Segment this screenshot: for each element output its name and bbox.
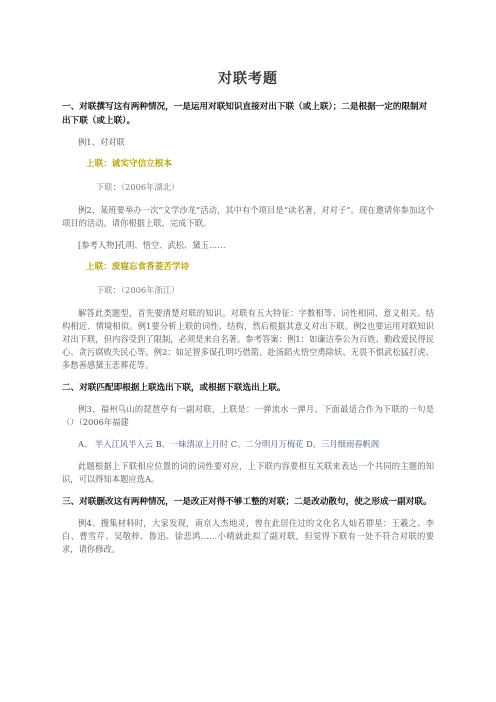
section-heading-2: 二、对联匹配即根据上联选出下联，或根据下联选出上联。 <box>62 383 286 393</box>
example-1-label: 例1、对对联 <box>78 137 125 147</box>
example-2-upper-couplet: 上联：废寝忘食香菱苦学诗 <box>86 262 190 272</box>
example-2-reference: [参考人物]孔明、悟空、武松、黛玉…… <box>78 240 226 250</box>
section-2-analysis: 此题根据上下联相应位置的词的词性要对应，上下联内容要相互关联来表达一个共同的主题的知识，可以得知本题应选A。 <box>62 461 434 484</box>
document-page <box>62 62 434 565</box>
section-heading-3: 三、对联删改这有两种情况，一是改正对得不够工整的对联；二是改动散句，使之形成一副对联。 <box>62 497 432 507</box>
example-3-text: 例3、福州乌山的琵琶亭有一副对联，上联是：一弹流水一弹月。下面最适合作为下联的一句是（）（2006年福建 <box>62 404 434 427</box>
example-2-lower-couplet: 下联：（2006年浙江） <box>96 285 180 295</box>
section-1-analysis: 解答此类题型，首先要清楚对联的知识。对联有五大特征：字数相等、词性相同、意义相关、结构相近、情境相似。例1要分析上联的词性、结构，然后根据其意义对出下联。例2也要运用对联知识对出下联，但内容受到了限制，必须是来自名著。参考答案：例1：如廉洁奉公为百姓、勤政爱民得民心、贪污腐败失民心等。例2：如足智多谋孔明巧借箭、赴汤蹈火悟空勇除妖、无畏不惧武松猛打虎、多愁善感黛玉悲葬花等。 <box>62 308 434 370</box>
example-4-text: 例4、搜集材料时，大家发现，南京人杰地灵，曾在此居住过的文化名人灿若群星：王羲之、李白、曹雪芹、吴敬梓、鲁迅、徐悲鸿……小晴就此拟了副对联，但觉得下联有一处不符合对联的要求，请你修改。 <box>62 518 434 554</box>
page-title: 对联考题 <box>218 71 278 87</box>
example-1-upper-couplet: 上联：诚实守信立根本 <box>86 159 172 169</box>
section-heading-1: 一、对联撰写这有两种情况，一是运用对联知识直接对出下联（或上联）；二是根据一定的限制对出下联（或上联）。 <box>62 102 428 126</box>
example-2-text: 例2、某班要举办一次“文学沙龙”活动，其中有个项目是“读名著，对对子”。现在邀请你参加这个项目的活动。请你根据上联，完成下联。 <box>62 205 434 228</box>
example-3-options: A、 半入江风半入云 B、一味清凉上月时 C、二分明月万梅花 D、三月细雨春帆阁 <box>78 439 380 449</box>
example-1-lower-couplet: 下联：（2006年湖北） <box>96 182 180 192</box>
